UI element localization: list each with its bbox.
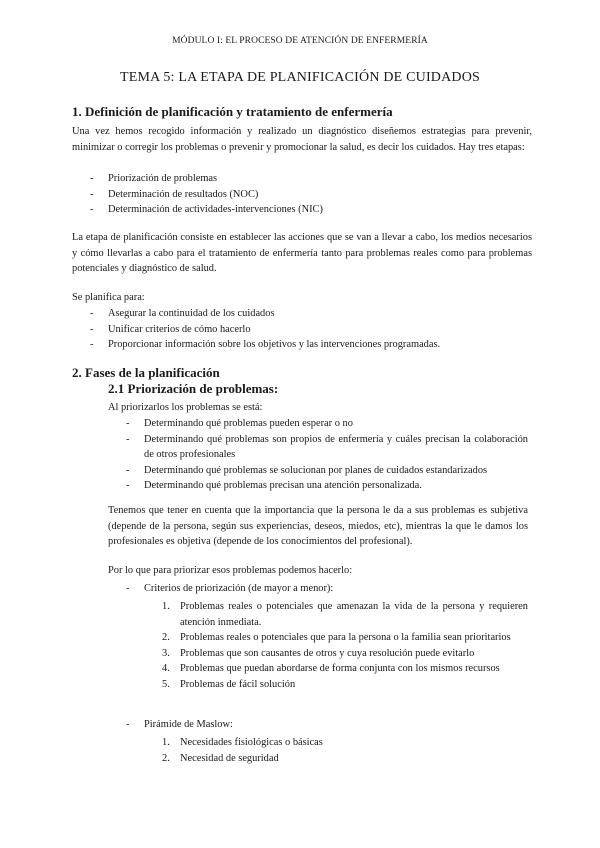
list-item: - Determinando qué problemas se solucionan por planes de cuidados estandarizados [108, 463, 528, 479]
prior-intro: Al priorizarlos los problemas se está: [108, 402, 263, 413]
list-item: 3. Problemas que son causantes de otros y cuya resolución puede evitarlo [162, 647, 475, 659]
list-item: - Criterios de priorización (de mayor a menor): [108, 581, 528, 597]
list-item: - Pirámide de Maslow: [108, 717, 528, 733]
dash-marker: - [126, 418, 130, 429]
maslow-list [108, 735, 528, 766]
importance-paragraph: Tenemos que tener en cuenta que la importancia que la persona le da a sus problemas es subjetiva (depende de la persona, según sus experiencias, deseos, miedos, etc), mientras la que le damos los profesionales es objetiva (depende de los conocimientos del profesional). [108, 505, 528, 547]
running-header: MÓDULO I: EL PROCESO DE ATENCIÓN DE ENFERMERÍA [172, 36, 428, 46]
dash-marker: - [90, 204, 94, 215]
list-item: 4. Problemas que puedan abordarse de forma conjunta con los mismos recursos [162, 663, 500, 674]
section-1-intro: Una vez hemos recogido información y realizado un diagnóstico diseñemos estrategias para prevenir, minimizar o corregir los problemas o prevenir y promocionar la salud, es decir los cuidados. Hay tres etapas: [72, 126, 532, 153]
maslow-group [108, 717, 528, 733]
list-item: 5. Problemas de fácil solución [162, 678, 296, 690]
list-item: - Asegurar la continuidad de los cuidados [72, 306, 532, 322]
list-item: - Determinando qué problemas pueden esperar o no [108, 416, 528, 432]
criteria-group [108, 581, 528, 597]
list-item: - Determinando qué problemas son propios de enfermería y cuáles precisan la colaboración de otros profesionales [126, 433, 528, 460]
list-item: - Determinación de actividades-intervenciones (NIC) [72, 202, 532, 218]
dash-marker: - [90, 173, 94, 184]
list-item: 1. Necesidades fisiológicas o básicas [162, 737, 323, 748]
list-item: 2. Problemas reales o potenciales que para la persona o la familia sean prioritarios [162, 632, 511, 643]
document-title: TEMA 5: LA ETAPA DE PLANIFICACIÓN DE CUIDADOS [119, 70, 481, 85]
list-item: - Unificar criterios de cómo hacerlo [72, 322, 532, 338]
subsection-2-1-heading: 2.1 Priorización de problemas: [108, 381, 279, 396]
section-2-heading: 2. Fases de la planificación [72, 365, 220, 380]
plan-list [72, 306, 532, 353]
dash-marker: - [90, 339, 94, 350]
planning-paragraph: La etapa de planificación consiste en establecer las acciones que se van a llevar a cabo, los medios necesarios y cómo llevarlas a cabo para el tratamiento de enfermería tanto para problemas reales como para problemas potenciales y diagnóstico de salud. [72, 232, 532, 274]
criteria-list [108, 599, 528, 692]
dash-marker: - [126, 433, 130, 445]
dash-marker: - [90, 188, 94, 200]
how-paragraph: Por lo que para priorizar esos problemas podemos hacerlo: [108, 565, 353, 576]
dash-marker: - [90, 323, 94, 335]
list-item: 1. Problemas reales o potenciales que amenazan la vida de la persona y requieren atención inmediata. [162, 601, 528, 628]
list-item: - Determinando qué problemas precisan una atención personalizada. [108, 478, 528, 494]
prior-list [108, 416, 528, 494]
list-item: 2. Necesidad de seguridad [162, 752, 279, 764]
list-item: - Priorización de problemas [72, 171, 532, 187]
plan-intro: Se planifica para: [72, 292, 145, 303]
list-item: - Determinación de resultados (NOC) [72, 187, 532, 203]
list-item: - Proporcionar información sobre los objetivos y las intervenciones programadas. [72, 337, 532, 353]
dash-marker: - [126, 719, 130, 730]
section-1-heading: 1. Definición de planificación y tratamiento de enfermería [72, 104, 393, 119]
dash-marker: - [126, 464, 130, 476]
dash-marker: - [126, 480, 130, 491]
dash-marker: - [90, 308, 94, 319]
dash-marker: - [126, 583, 130, 594]
stages-list [72, 171, 532, 218]
